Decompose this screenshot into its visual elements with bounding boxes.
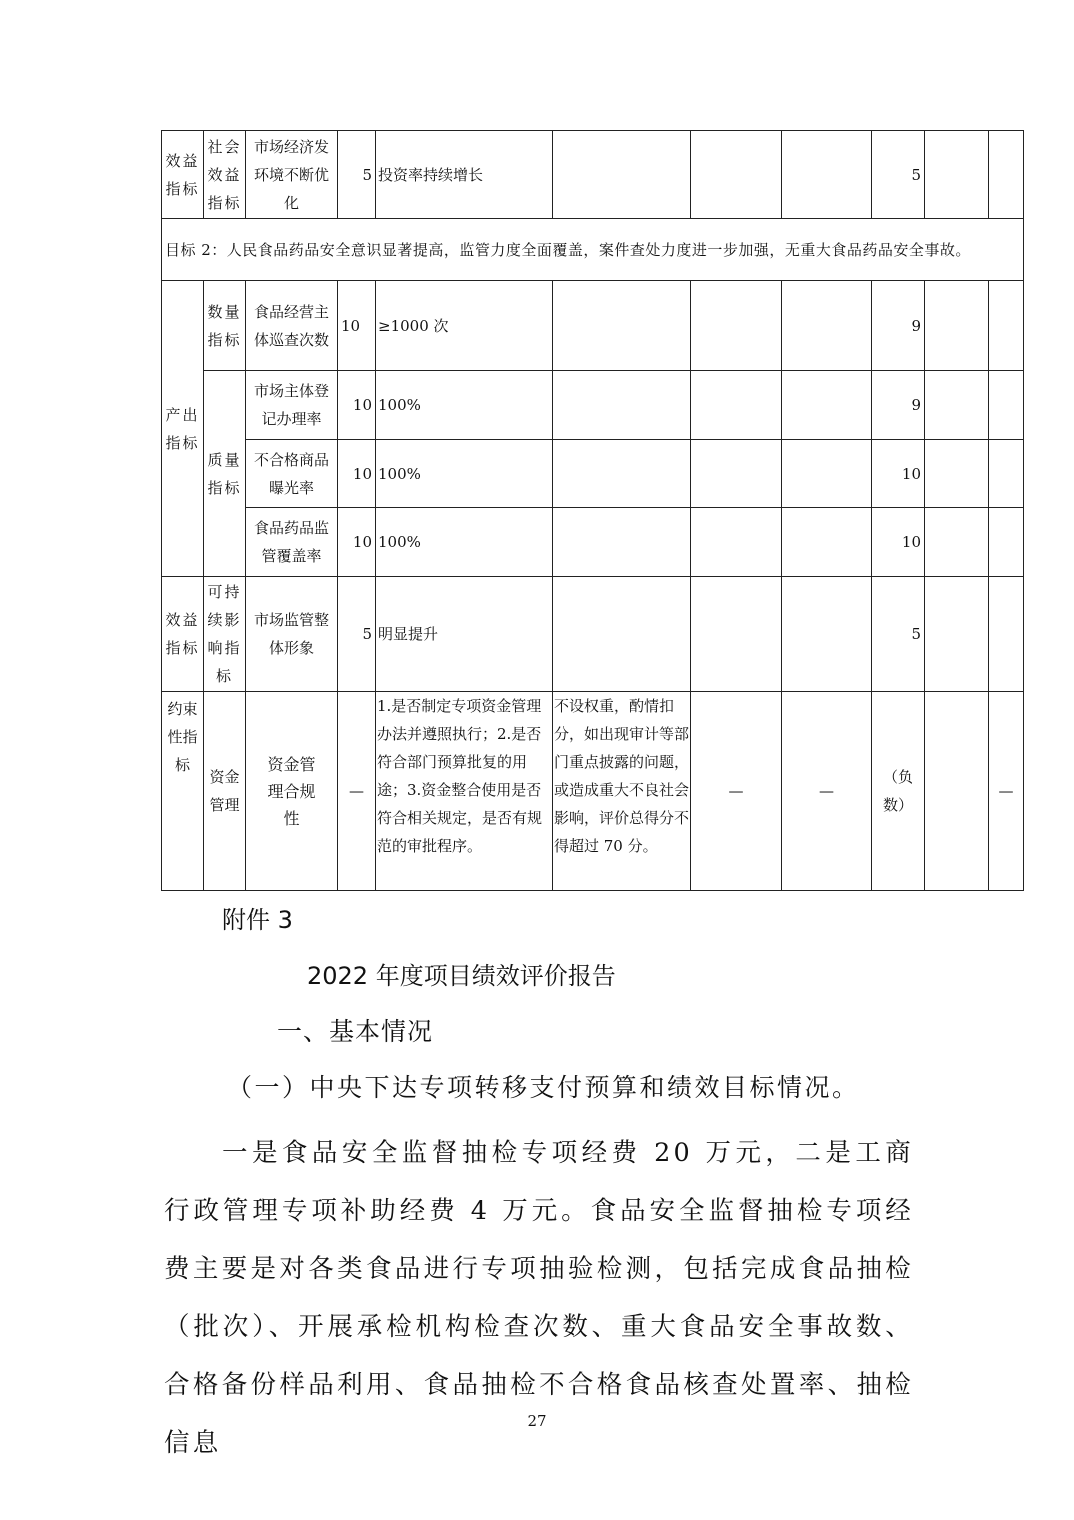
table-row xyxy=(162,219,1024,281)
indicator-name-cell: 资金管理合规性 xyxy=(246,692,338,891)
table-row xyxy=(162,692,1024,891)
target-cell: 明显提升 xyxy=(376,577,553,692)
empty-cell xyxy=(553,440,691,508)
empty-cell xyxy=(989,440,1024,508)
empty-cell xyxy=(553,508,691,577)
subcategory-cell: 资金管理 xyxy=(204,692,246,891)
empty-cell xyxy=(925,692,989,891)
empty-cell xyxy=(782,508,872,577)
report-title: 2022 年度项目绩效评价报告 xyxy=(307,962,616,990)
attachment-label: 附件 3 xyxy=(222,906,293,934)
empty-cell xyxy=(782,131,872,219)
weight-cell: 10 xyxy=(338,371,376,440)
table-row xyxy=(162,281,1024,371)
empty-cell xyxy=(989,281,1024,371)
rule-cell: 不设权重，酌情扣分，如出现审计等部门重点披露的问题，或造成重大不良社会影响，评价总得分不得超过 70 分。 xyxy=(553,692,691,891)
dash-cell: — xyxy=(782,692,872,891)
table-row xyxy=(162,577,1024,692)
empty-cell xyxy=(691,281,782,371)
body-paragraph: 一是食品安全监督抽检专项经费 20 万元，二是工商行政管理专项补助经费 4 万元。食品安全监督抽检专项经费主要是对各类食品进行专项抽验检测，包括完成食品抽检（批次）、开展承检机构检查次数、重大食品安全事故数、合格备份样品利用、食品抽检不合格食品核查处置率、抽检信息 xyxy=(164,1138,914,1458)
empty-cell xyxy=(691,440,782,508)
empty-cell xyxy=(782,371,872,440)
empty-cell xyxy=(782,440,872,508)
table-row xyxy=(162,440,1024,508)
category-cell: 约束性指标 xyxy=(162,692,204,891)
score-cell: 9 xyxy=(872,371,925,440)
indicator-name-cell: 市场监管整体形象 xyxy=(246,577,338,692)
target-cell: ≥1000 次 xyxy=(376,281,553,371)
indicator-table xyxy=(161,130,1024,891)
indicator-name-cell: 食品经营主体巡查次数 xyxy=(246,281,338,371)
empty-cell xyxy=(925,440,989,508)
empty-cell xyxy=(782,281,872,371)
target-cell: 100% xyxy=(376,371,553,440)
dash-cell: — xyxy=(691,692,782,891)
category-cell: 产出指标 xyxy=(162,281,204,577)
target-cell: 100% xyxy=(376,508,553,577)
empty-cell xyxy=(782,577,872,692)
empty-cell xyxy=(925,508,989,577)
empty-cell xyxy=(925,281,989,371)
target-cell: 1.是否制定专项资金管理办法并遵照执行；2.是否符合部门预算批复的用途；3.资金整合使用是否符合相关规定，是否有规范的审批程序。 xyxy=(376,692,553,891)
empty-cell xyxy=(925,371,989,440)
weight-cell: 5 xyxy=(338,577,376,692)
subcategory-cell: 社会效益指标 xyxy=(204,131,246,219)
weight-cell: — xyxy=(338,692,376,891)
empty-cell xyxy=(989,508,1024,577)
score-cell: （负数） xyxy=(872,692,925,891)
subsection-heading: （一）中央下达专项转移支付预算和绩效目标情况。 xyxy=(227,1073,860,1102)
goal-text: 目标 2：人民食品药品安全意识显著提高，监管力度全面覆盖，案件查处力度进一步加强，无重大食品药品安全事故。 xyxy=(162,219,1024,281)
weight-cell: 10 xyxy=(338,508,376,577)
subcategory-cell: 数量指标 xyxy=(204,281,246,371)
target-cell: 100% xyxy=(376,440,553,508)
empty-cell xyxy=(925,577,989,692)
table-row xyxy=(162,371,1024,440)
empty-cell xyxy=(691,371,782,440)
indicator-name-cell: 市场经济发环境不断优化 xyxy=(246,131,338,219)
weight-cell: 5 xyxy=(338,131,376,219)
empty-cell xyxy=(691,577,782,692)
empty-cell xyxy=(989,577,1024,692)
empty-cell xyxy=(925,131,989,219)
score-cell: 5 xyxy=(872,131,925,219)
score-cell: 10 xyxy=(872,440,925,508)
section-heading: 一、基本情况 xyxy=(277,1017,434,1046)
empty-cell xyxy=(553,281,691,371)
category-cell: 效益指标 xyxy=(162,131,204,219)
weight-cell: 10 xyxy=(338,281,376,371)
score-cell: 10 xyxy=(872,508,925,577)
empty-cell xyxy=(553,131,691,219)
indicator-name-cell: 食品药品监管覆盖率 xyxy=(246,508,338,577)
empty-cell xyxy=(553,577,691,692)
empty-cell xyxy=(691,508,782,577)
category-cell: 效益指标 xyxy=(162,577,204,692)
target-cell: 投资率持续增长 xyxy=(376,131,553,219)
indicator-name-cell: 不合格商品曝光率 xyxy=(246,440,338,508)
subcategory-cell: 可持续影响指标 xyxy=(204,577,246,692)
subcategory-cell: 质量指标 xyxy=(204,371,246,577)
dash-cell: — xyxy=(989,692,1024,891)
score-cell: 5 xyxy=(872,577,925,692)
score-cell: 9 xyxy=(872,281,925,371)
indicator-name-cell: 市场主体登记办理率 xyxy=(246,371,338,440)
weight-cell: 10 xyxy=(338,440,376,508)
empty-cell xyxy=(691,131,782,219)
empty-cell xyxy=(989,131,1024,219)
table-row xyxy=(162,508,1024,577)
empty-cell xyxy=(989,371,1024,440)
table-row xyxy=(162,131,1024,219)
empty-cell xyxy=(553,371,691,440)
page-number: 27 xyxy=(527,1412,547,1430)
